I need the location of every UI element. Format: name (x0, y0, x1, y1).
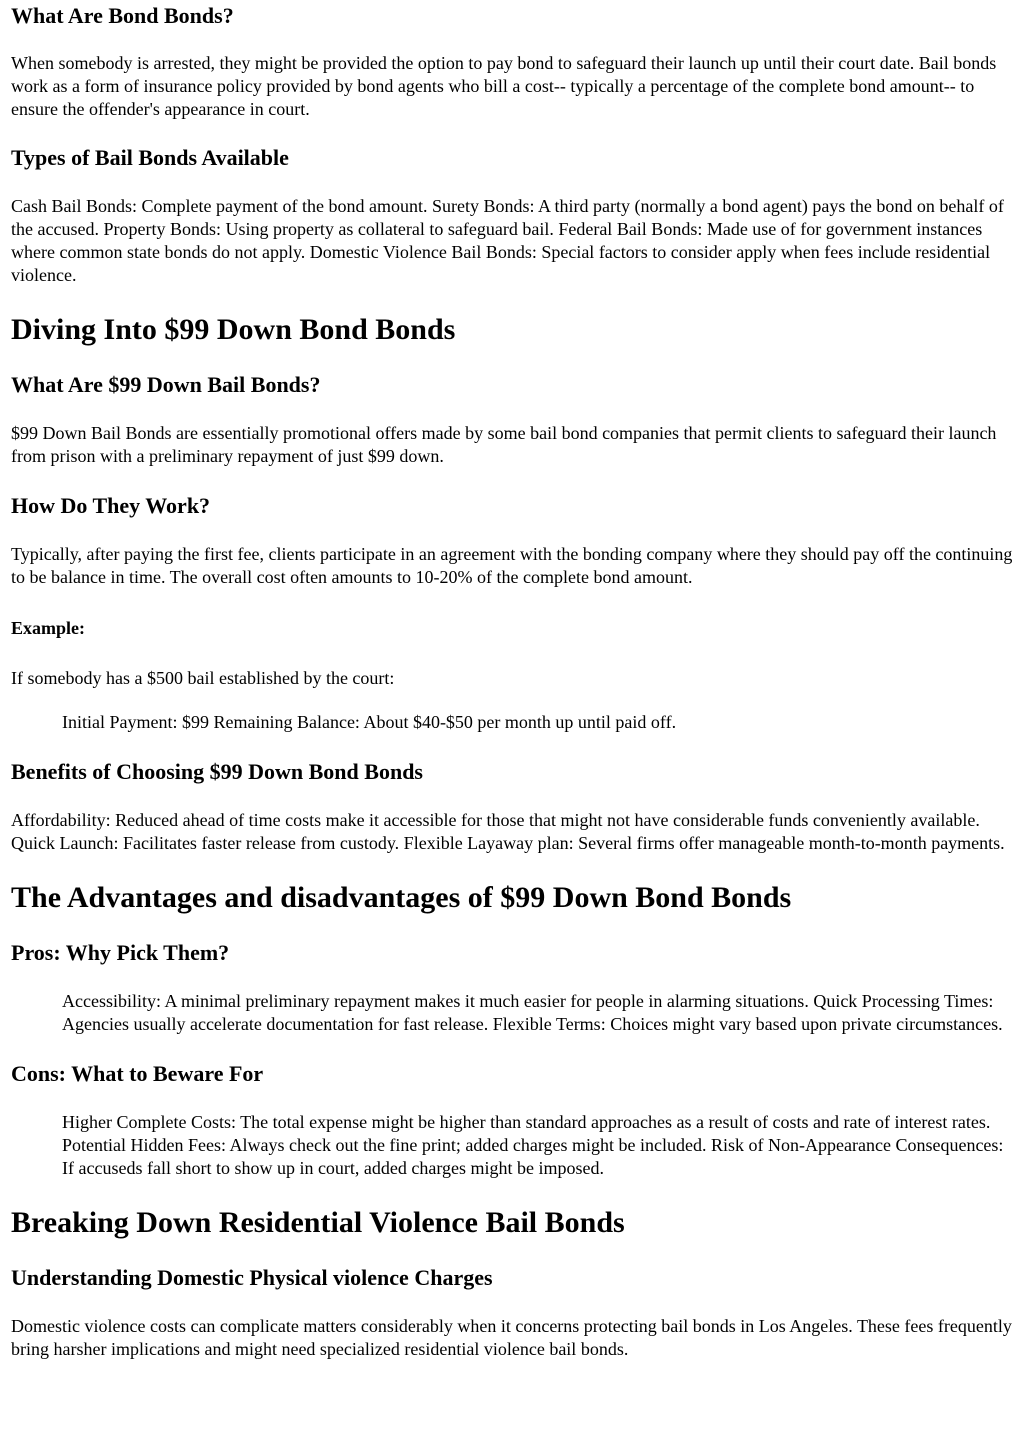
heading-example: Example: (11, 618, 85, 638)
heading-types-of-bail-bonds: Types of Bail Bonds Available (11, 145, 289, 170)
pros-list: Accessibility: A minimal preliminary repayment makes it much easier for people in alarming situations. Quick Processing Times: Agencies usually accelerate documentation for fast release. Flexible Terms: Choices might vary based upon private circumstances. (62, 991, 1003, 1034)
paragraph-how-do-they-work: Typically, after paying the first fee, clients participate in an agreement with the bonding company where they should pay off the continuing to be balance in time. The overall cost often amounts to 10-20% of the complete bond amount. (11, 544, 1013, 587)
heading-what-are-99-down: What Are $99 Down Bail Bonds? (11, 372, 321, 397)
paragraph-benefits: Affordability: Reduced ahead of time costs make it accessible for those that might not have considerable funds conveniently available. Quick Launch: Facilitates faster release from custody. Flexible Layaway plan: Several firms offer manageable month-to-month payments. (11, 810, 1005, 853)
paragraph-what-are-99-down: $99 Down Bail Bonds are essentially promotional offers made by some bail bond companies that permit clients to safeguard their launch from prison with a preliminary repayment of just $99 down. (11, 423, 997, 466)
example-payment-details: Initial Payment: $99 Remaining Balance: About $40-$50 per month up until paid off. (62, 712, 677, 732)
paragraph-what-are-bond-bonds: When somebody is arrested, they might be provided the option to pay bond to safeguard their launch up until their court date. Bail bonds work as a form of insurance policy provided by bond agents who bill a cost-- typically a percentage of the complete bond amount-- to ensure the offender's appearance in court. (11, 53, 997, 119)
article (0, 3, 1024, 1361)
cons-list: Higher Complete Costs: The total expense might be higher than standard approaches as a result of costs and rate of interest rates. Potential Hidden Fees: Always check out the fine print; added charges might be included. Risk of Non-Appearance Consequences: If accuseds fall short to show up in court, added charges might be imposed. (62, 1112, 1004, 1178)
paragraph-understanding: Domestic violence costs can complicate matters considerably when it concerns protecting bail bonds in Los Angeles. These fees frequently bring harsher implications and might need specialized residential violence bail bonds. (11, 1316, 1012, 1359)
heading-how-do-they-work: How Do They Work? (11, 493, 211, 518)
heading-cons: Cons: What to Beware For (11, 1061, 264, 1086)
heading-pros: Pros: Why Pick Them? (11, 940, 230, 965)
heading-what-are-bond-bonds: What Are Bond Bonds? (11, 3, 234, 28)
heading-breaking-down: Breaking Down Residential Violence Bail Bonds (11, 1206, 625, 1239)
heading-advantages-disadvantages: The Advantages and disadvantages of $99 Down Bond Bonds (11, 881, 792, 914)
heading-diving-into-99-down: Diving Into $99 Down Bond Bonds (11, 313, 456, 346)
paragraph-types-of-bail-bonds: Cash Bail Bonds: Complete payment of the bond amount. Surety Bonds: A third party (normally a bond agent) pays the bond on behalf of the accused. Property Bonds: Using property as collateral to safeguard bail. Federal Bail Bonds: Made use of for government instances where common state bonds do not apply. Domestic Violence Bail Bonds: Special factors to consider apply when fees include residential violence. (11, 196, 1004, 285)
heading-benefits: Benefits of Choosing $99 Down Bond Bonds (11, 759, 423, 784)
heading-understanding: Understanding Domestic Physical violence Charges (11, 1265, 493, 1290)
paragraph-example: If somebody has a $500 bail established by the court: (11, 668, 395, 688)
